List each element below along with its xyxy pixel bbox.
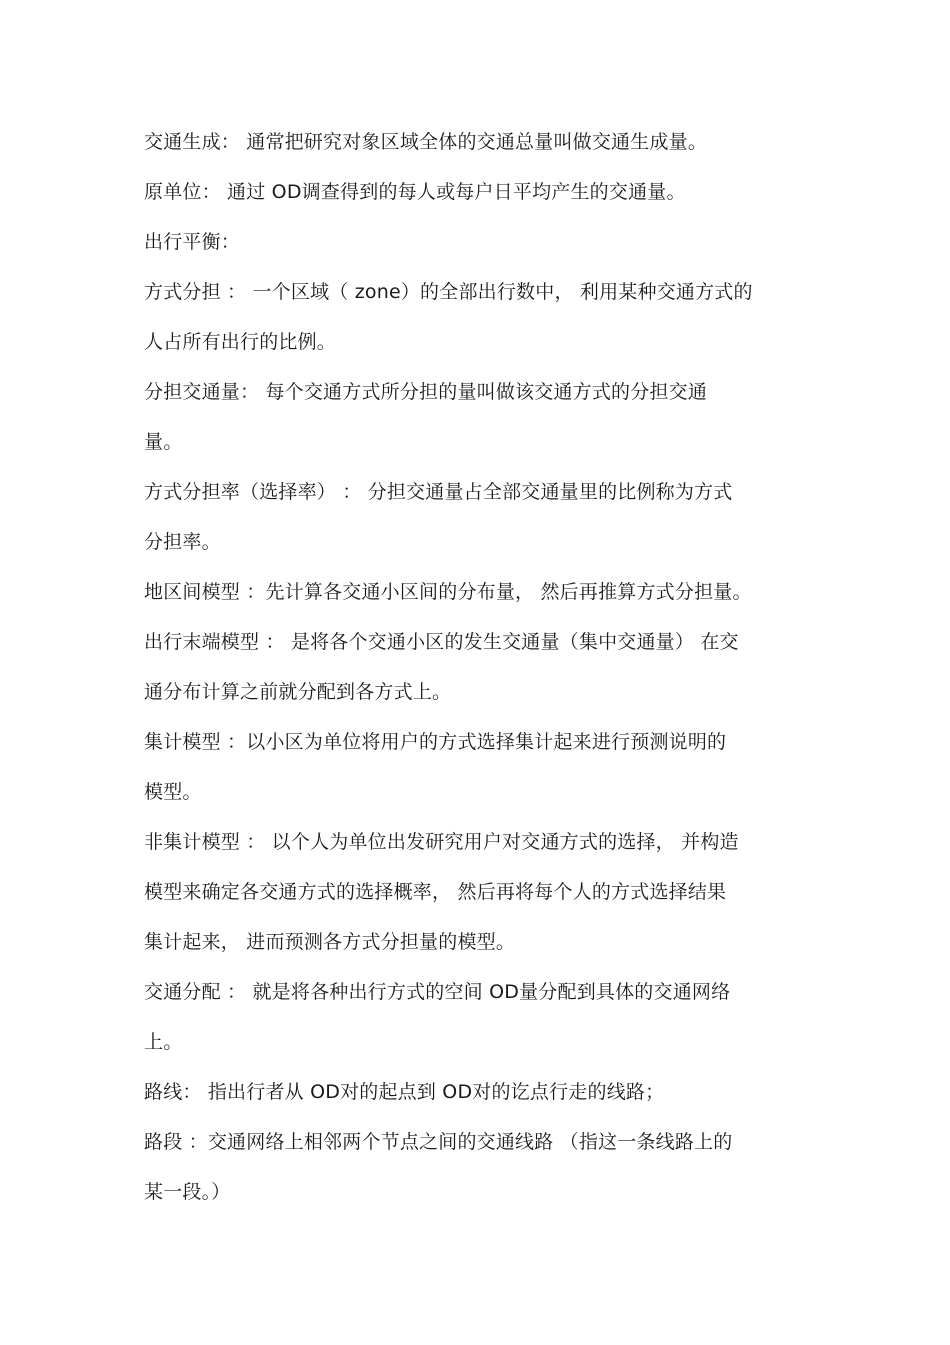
definition-disaggregate-model-cont2: 集计起来， 进而预测各方式分担量的模型。	[144, 931, 516, 953]
definition-inter-zone-model: 地区间模型 ：先计算各交通小区间的分布量， 然后再推算方式分担量。	[144, 581, 752, 603]
definition-aggregate-model: 集计模型 ：以小区为单位将用户的方式选择集计起来进行预测说明的	[144, 731, 727, 753]
definition-split-rate-cont: 分担率。	[144, 531, 221, 553]
definition-unit-rate: 原单位： 通过 OD调查得到的每人或每户日平均产生的交通量。	[144, 181, 686, 203]
definition-mode-split: 方式分担 ： 一个区域（ zone）的全部出行数中， 利用某种交通方式的	[144, 281, 753, 303]
definition-trip-balance: 出行平衡：	[144, 231, 241, 253]
definition-split-volume: 分担交通量： 每个交通方式所分担的量叫做该交通方式的分担交通	[144, 381, 708, 403]
definition-traffic-generation: 交通生成： 通常把研究对象区域全体的交通总量叫做交通生成量。	[144, 131, 708, 153]
definition-link-cont: 某一段。）	[144, 1181, 231, 1203]
definition-aggregate-model-cont: 模型。	[144, 781, 202, 803]
definition-traffic-assignment: 交通分配 ： 就是将各种出行方式的空间 OD量分配到具体的交通网络	[144, 981, 731, 1003]
definition-disaggregate-model: 非集计模型 ： 以个人为单位出发研究用户对交通方式的选择， 并构造	[144, 831, 739, 853]
definition-traffic-assignment-cont: 上。	[144, 1031, 183, 1053]
definition-mode-split-cont: 人占所有出行的比例。	[144, 331, 337, 353]
definition-trip-end-model-cont: 通分布计算之前就分配到各方式上。	[144, 681, 452, 703]
definition-disaggregate-model-cont1: 模型来确定各交通方式的选择概率， 然后再将每个人的方式选择结果	[144, 881, 727, 903]
definition-link: 路段 ：交通网络上相邻两个节点之间的交通线路 （指这一条线路上的	[144, 1131, 733, 1153]
definition-split-volume-cont: 量。	[144, 431, 183, 453]
definition-route: 路线： 指出行者从 OD对的起点到 OD对的讫点行走的线路；	[144, 1081, 665, 1103]
definition-trip-end-model: 出行末端模型 ： 是将各个交通小区的发生交通量（集中交通量） 在交	[144, 631, 739, 653]
definition-split-rate: 方式分担率（选择率） ： 分担交通量占全部交通量里的比例称为方式	[144, 481, 733, 503]
